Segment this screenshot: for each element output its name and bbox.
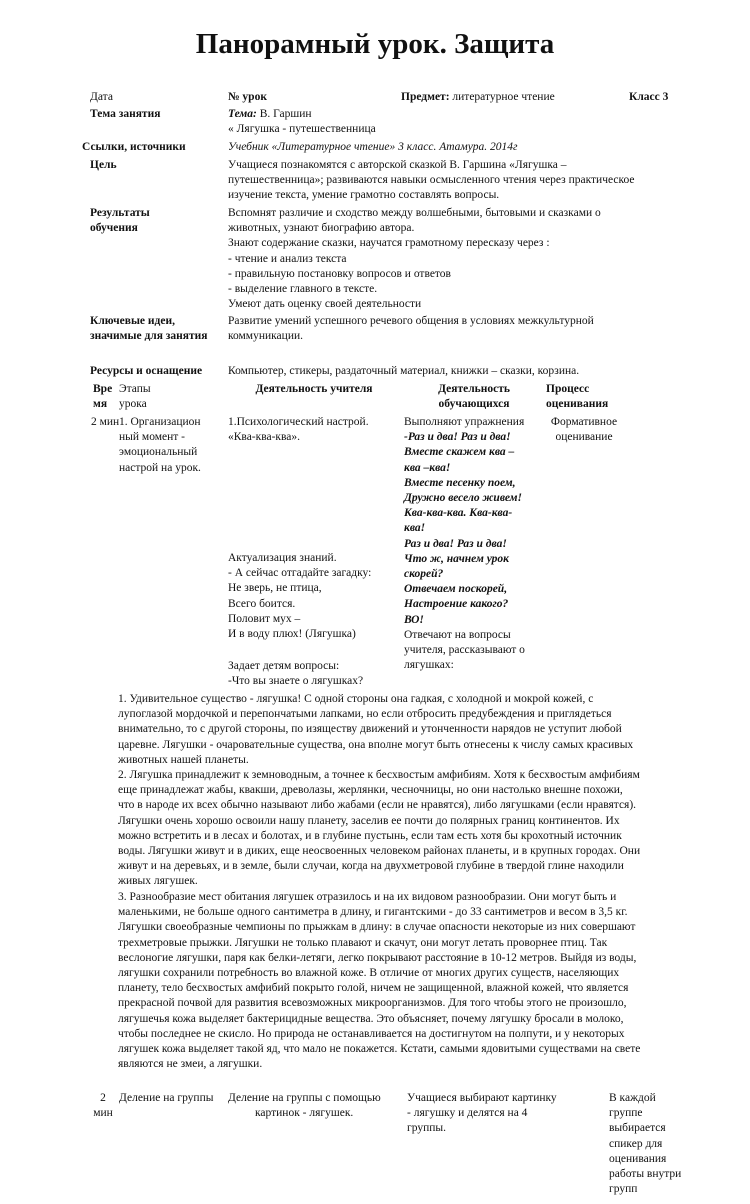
song-line: ВО! <box>404 613 424 626</box>
column-header-assessment <box>546 382 608 412</box>
essay-line: что в народе их всех обычно называют либо жабами (если не нравятся), либо лягушками (если нравятся). <box>118 799 637 812</box>
row1-students <box>404 415 545 673</box>
results-line: Вспомнят различие и сходство между волшебными, бытовыми и сказками о <box>228 207 601 219</box>
goal-line: изучение текста, умение грамотно составлять вопросы. <box>228 189 500 202</box>
column-header-stages <box>119 382 151 412</box>
links-label: Ссылки, источники <box>82 141 186 153</box>
results-line: Умеют дать оценку своей деятельности <box>228 298 422 311</box>
column-header-time <box>93 382 112 412</box>
essay-line: живых лягушек. <box>118 875 198 888</box>
links-value: Учебник «Литературное чтение» 3 класс. Атамура. 2014г <box>228 141 518 153</box>
results-line: - выделение главного в тексте. <box>228 283 378 296</box>
assessment-line: работы внутри <box>609 1168 682 1181</box>
assessment-line: оценивания <box>609 1152 667 1165</box>
essay-line: Лягушки очень хорошо освоили нашу планету, заселив ее почти до полярных границ континентов. Их <box>118 814 620 827</box>
essay-paragraph-1 <box>118 692 696 768</box>
song-line: скорей? <box>404 568 444 581</box>
assessment-line: группе <box>609 1107 643 1120</box>
essay-line: лягушки сохранили потребность во влажной коже. В отличие от многих других существ, населяющих <box>118 967 620 980</box>
teacher-line: Задает детям вопросы: <box>228 660 340 672</box>
row1-teacher-a <box>228 415 369 445</box>
song-line: Раз и два! Раз и два! <box>404 537 507 550</box>
key-ideas-label-line: значимые для занятия <box>90 330 208 343</box>
student-line: - лягушку и делятся на 4 <box>407 1107 528 1120</box>
teacher-line: -Что вы знаете о лягушках? <box>228 675 364 688</box>
header-line: урока <box>119 398 147 411</box>
song-line: ква –ква! <box>404 461 451 474</box>
row1-teacher-c <box>228 659 363 689</box>
row1-stage <box>119 415 201 476</box>
topic-title: « Лягушка - путешественница <box>228 123 376 135</box>
essay-line: трехметровые прыжки. Лягушки не только плавают и скачут, они могут летать проворнее птиц. Так <box>118 936 608 949</box>
student-line: группы. <box>407 1122 446 1135</box>
key-ideas-line: коммуникации. <box>228 330 304 343</box>
stage-line: ный момент - <box>119 431 185 444</box>
subject-value: литературное чтение <box>452 91 555 103</box>
essay-line: чтобы последнее не скисло. Но природа не останавливается на достигнутом на полпути, и у некоторых <box>118 1027 625 1040</box>
assessment-line: спикер для <box>609 1137 663 1150</box>
song-line: ква! <box>404 522 426 535</box>
subject-label: Предмет: <box>401 91 450 103</box>
student-line: Учащиеся выбирают картинку <box>407 1092 557 1104</box>
song-line: -Раз и два! Раз и два! <box>404 431 511 444</box>
header-line: Этапы <box>119 383 151 395</box>
row2-students <box>407 1091 557 1137</box>
student-line: Выполняют упражнения <box>404 416 525 428</box>
teacher-line: Не зверь, не птица, <box>228 582 322 595</box>
header-line: обучающихся <box>438 398 510 411</box>
row1-time: 2 мин <box>91 416 120 428</box>
topic-prefix: Тема: <box>228 108 257 120</box>
essay-line: 3. Разнообразие мест обитания лягушек отразилось и на их видовом разнообразии. Они могут быть и <box>118 891 617 903</box>
essay-line: планету, тело бесхвостых амфибий покрыто голой, ничем не защищенной, влажной кожей, что является <box>118 982 629 995</box>
subject <box>401 90 555 105</box>
key-ideas-line: Развитие умений успешного речевого общения в условиях межкультурной <box>228 315 594 327</box>
time-line: мин <box>93 1107 113 1120</box>
essay-line: еще принадлежат жабы, квакши, древолазы, жерлянки, чесночницы, но они настолько внешне похожи, <box>118 784 623 797</box>
stage-line: эмоциональный <box>119 446 198 459</box>
essay-line: царевне. Лягушки - очаровательные существа, она вполне могут быть отнесены к числу самых красивых <box>118 738 634 751</box>
essay-line: воды. Лягушки живут и в диких, еще неосвоенных человеком районах планеты, и в крупных городах. Они <box>118 845 641 858</box>
assessment-line: групп <box>609 1183 638 1196</box>
essay-line: животных нашей планеты. <box>118 753 249 766</box>
teacher-line: картинок - лягушек. <box>255 1107 354 1120</box>
assessment-line: Формативное <box>550 416 618 428</box>
essay-line: живут и на деревьях, и в земле, были случаи, когда на двухметровой глубине в твердой глине находили <box>118 860 624 873</box>
song-line: Отвечаем поскорей, <box>404 583 508 596</box>
results-label-line: обучения <box>90 222 138 235</box>
assessment-line: В каждой <box>609 1092 656 1104</box>
essay-line: внимательно, то с другой стороны, по изяществу движений и утонченности нарядов не уступит любой <box>118 723 622 736</box>
goal-line: Учащиеся познакомятся с авторской сказкой В. Гаршина «Лягушка – <box>228 159 567 171</box>
date-label: Дата <box>90 91 113 103</box>
teacher-line: Актуализация знаний. <box>228 552 337 564</box>
goal-label: Цель <box>90 159 117 171</box>
time-line: 2 <box>100 1092 106 1104</box>
teacher-line: «Ква-ква-ква». <box>228 431 301 444</box>
song-line: Ква-ква-ква. Ква-ква- <box>404 507 513 520</box>
row2-teacher <box>228 1091 381 1121</box>
class-label: Класс 3 <box>629 91 669 103</box>
results-text <box>228 206 601 312</box>
row2-time <box>92 1091 114 1121</box>
header-line: Процесс <box>546 383 590 395</box>
teacher-line: - А сейчас отгадайте загадку: <box>228 567 372 580</box>
teacher-line: И в воду плюх! (Лягушка) <box>228 628 356 641</box>
student-line: лягушках: <box>404 659 454 672</box>
essay-line: лупоглазой мордочкой и перепончатыми лапками, но если отбросить предубеждения и приглядеться <box>118 708 612 721</box>
teacher-line: Деление на группы с помощью <box>228 1092 381 1104</box>
results-label <box>90 206 150 236</box>
results-line: Знают содержание сказки, научатся грамотному пересказу через : <box>228 237 550 250</box>
row2-stage: Деление на группы <box>119 1092 214 1104</box>
topic-author: В. Гаршин <box>259 108 312 120</box>
assessment-line: оценивание <box>555 431 613 444</box>
song-line: Настроение какого? <box>404 598 509 611</box>
teacher-line: 1.Психологический настрой. <box>228 416 369 428</box>
header-line: Деятельность <box>438 383 510 395</box>
resources-value: Компьютер, стикеры, раздаточный материал, книжки – сказки, корзина. <box>228 365 580 377</box>
column-header-teacher: Деятельность учителя <box>255 383 373 395</box>
assessment-line: выбирается <box>609 1122 666 1135</box>
results-line: - чтение и анализ текста <box>228 252 347 265</box>
lesson-number: № урок <box>228 91 267 103</box>
row1-assessment <box>546 415 622 445</box>
song-line: Дружно весело живем! <box>404 492 522 505</box>
key-ideas-text <box>228 314 594 344</box>
essay-line: лягушек кожа выделяет такой яд, что мало не покажется. Кстати, самыми ядовитыми существами на свете <box>118 1043 641 1056</box>
goal-line: путешественница»; развиваются навыки осмысленного чтения через практическое <box>228 174 635 187</box>
teacher-line: Половит мух – <box>228 612 301 625</box>
essay-paragraph-3 <box>118 890 696 1072</box>
results-line: животных, узнают биографию автора. <box>228 222 415 235</box>
song-line: Вместе скажем ква – <box>404 446 515 459</box>
header-line: оценивания <box>546 398 609 411</box>
goal-text <box>228 158 634 204</box>
teacher-line: Всего боится. <box>228 597 296 610</box>
song-line: Вместе песенку поем, <box>404 476 516 489</box>
results-line: - правильную постановку вопросов и ответов <box>228 267 451 280</box>
column-header-students <box>404 382 544 412</box>
essay-line: веслоногие лягушки, паря как белки-летяги, легко покрывают расстояние в 10-12 метров. Выйдя из воды, <box>118 951 637 964</box>
page-title: Панорамный урок. Защита <box>195 28 555 60</box>
student-line: учителя, рассказывают о <box>404 644 525 657</box>
stage-line: 1. Организацион <box>119 416 201 428</box>
essay-line: Лягушки своеобразные чемпионы по прыжкам в длину: в случае опасности некоторые из них совершают <box>118 921 636 934</box>
stage-line: настрой на урок. <box>119 461 201 474</box>
header-line: мя <box>93 398 108 411</box>
row1-teacher-b <box>228 551 371 642</box>
topic-value <box>228 107 312 122</box>
row2-assessment <box>609 1091 681 1197</box>
student-line: Отвечают на вопросы <box>404 628 511 641</box>
essay-paragraph-2 <box>118 768 696 890</box>
essay-line: маленькими, не больше одного сантиметра в длину, и гигантскими - до 33 сантиметров и весом в 3,5 кг. <box>118 906 628 919</box>
resources-label: Ресурсы и оснащение <box>90 365 203 377</box>
key-ideas-label-line: Ключевые идеи, <box>90 315 175 327</box>
essay-line: прекрасной почвой для развития всевозможных микроорганизмов. Для того чтобы этого не произошло, <box>118 997 627 1010</box>
essay-line: 2. Лягушка принадлежит к земноводным, а точнее к бесхвостым амфибиям. Хотя к бесхвостым амфибиям <box>118 769 640 781</box>
results-label-line: Результаты <box>90 207 150 219</box>
key-ideas-label <box>90 314 208 344</box>
essay-line: являются не змеи, а лягушки. <box>118 1058 263 1071</box>
topic-label: Тема занятия <box>90 108 161 120</box>
song-line: Что ж, начнем урок <box>404 552 509 565</box>
header-line: Вре <box>93 383 113 395</box>
essay-line: можно встретить и в лесах и болотах, и в глубине пустынь, если там есть хотя бы крохотный источник <box>118 829 622 842</box>
essay-line: 1. Удивительное существо - лягушка! С одной стороны она гадкая, с холодной и мокрой кожей, с <box>118 693 594 705</box>
essay-line: лягушечья кожа выделяет бактерицидные вещества. Это объясняет, почему лягушку бросали в молоко, <box>118 1012 624 1025</box>
